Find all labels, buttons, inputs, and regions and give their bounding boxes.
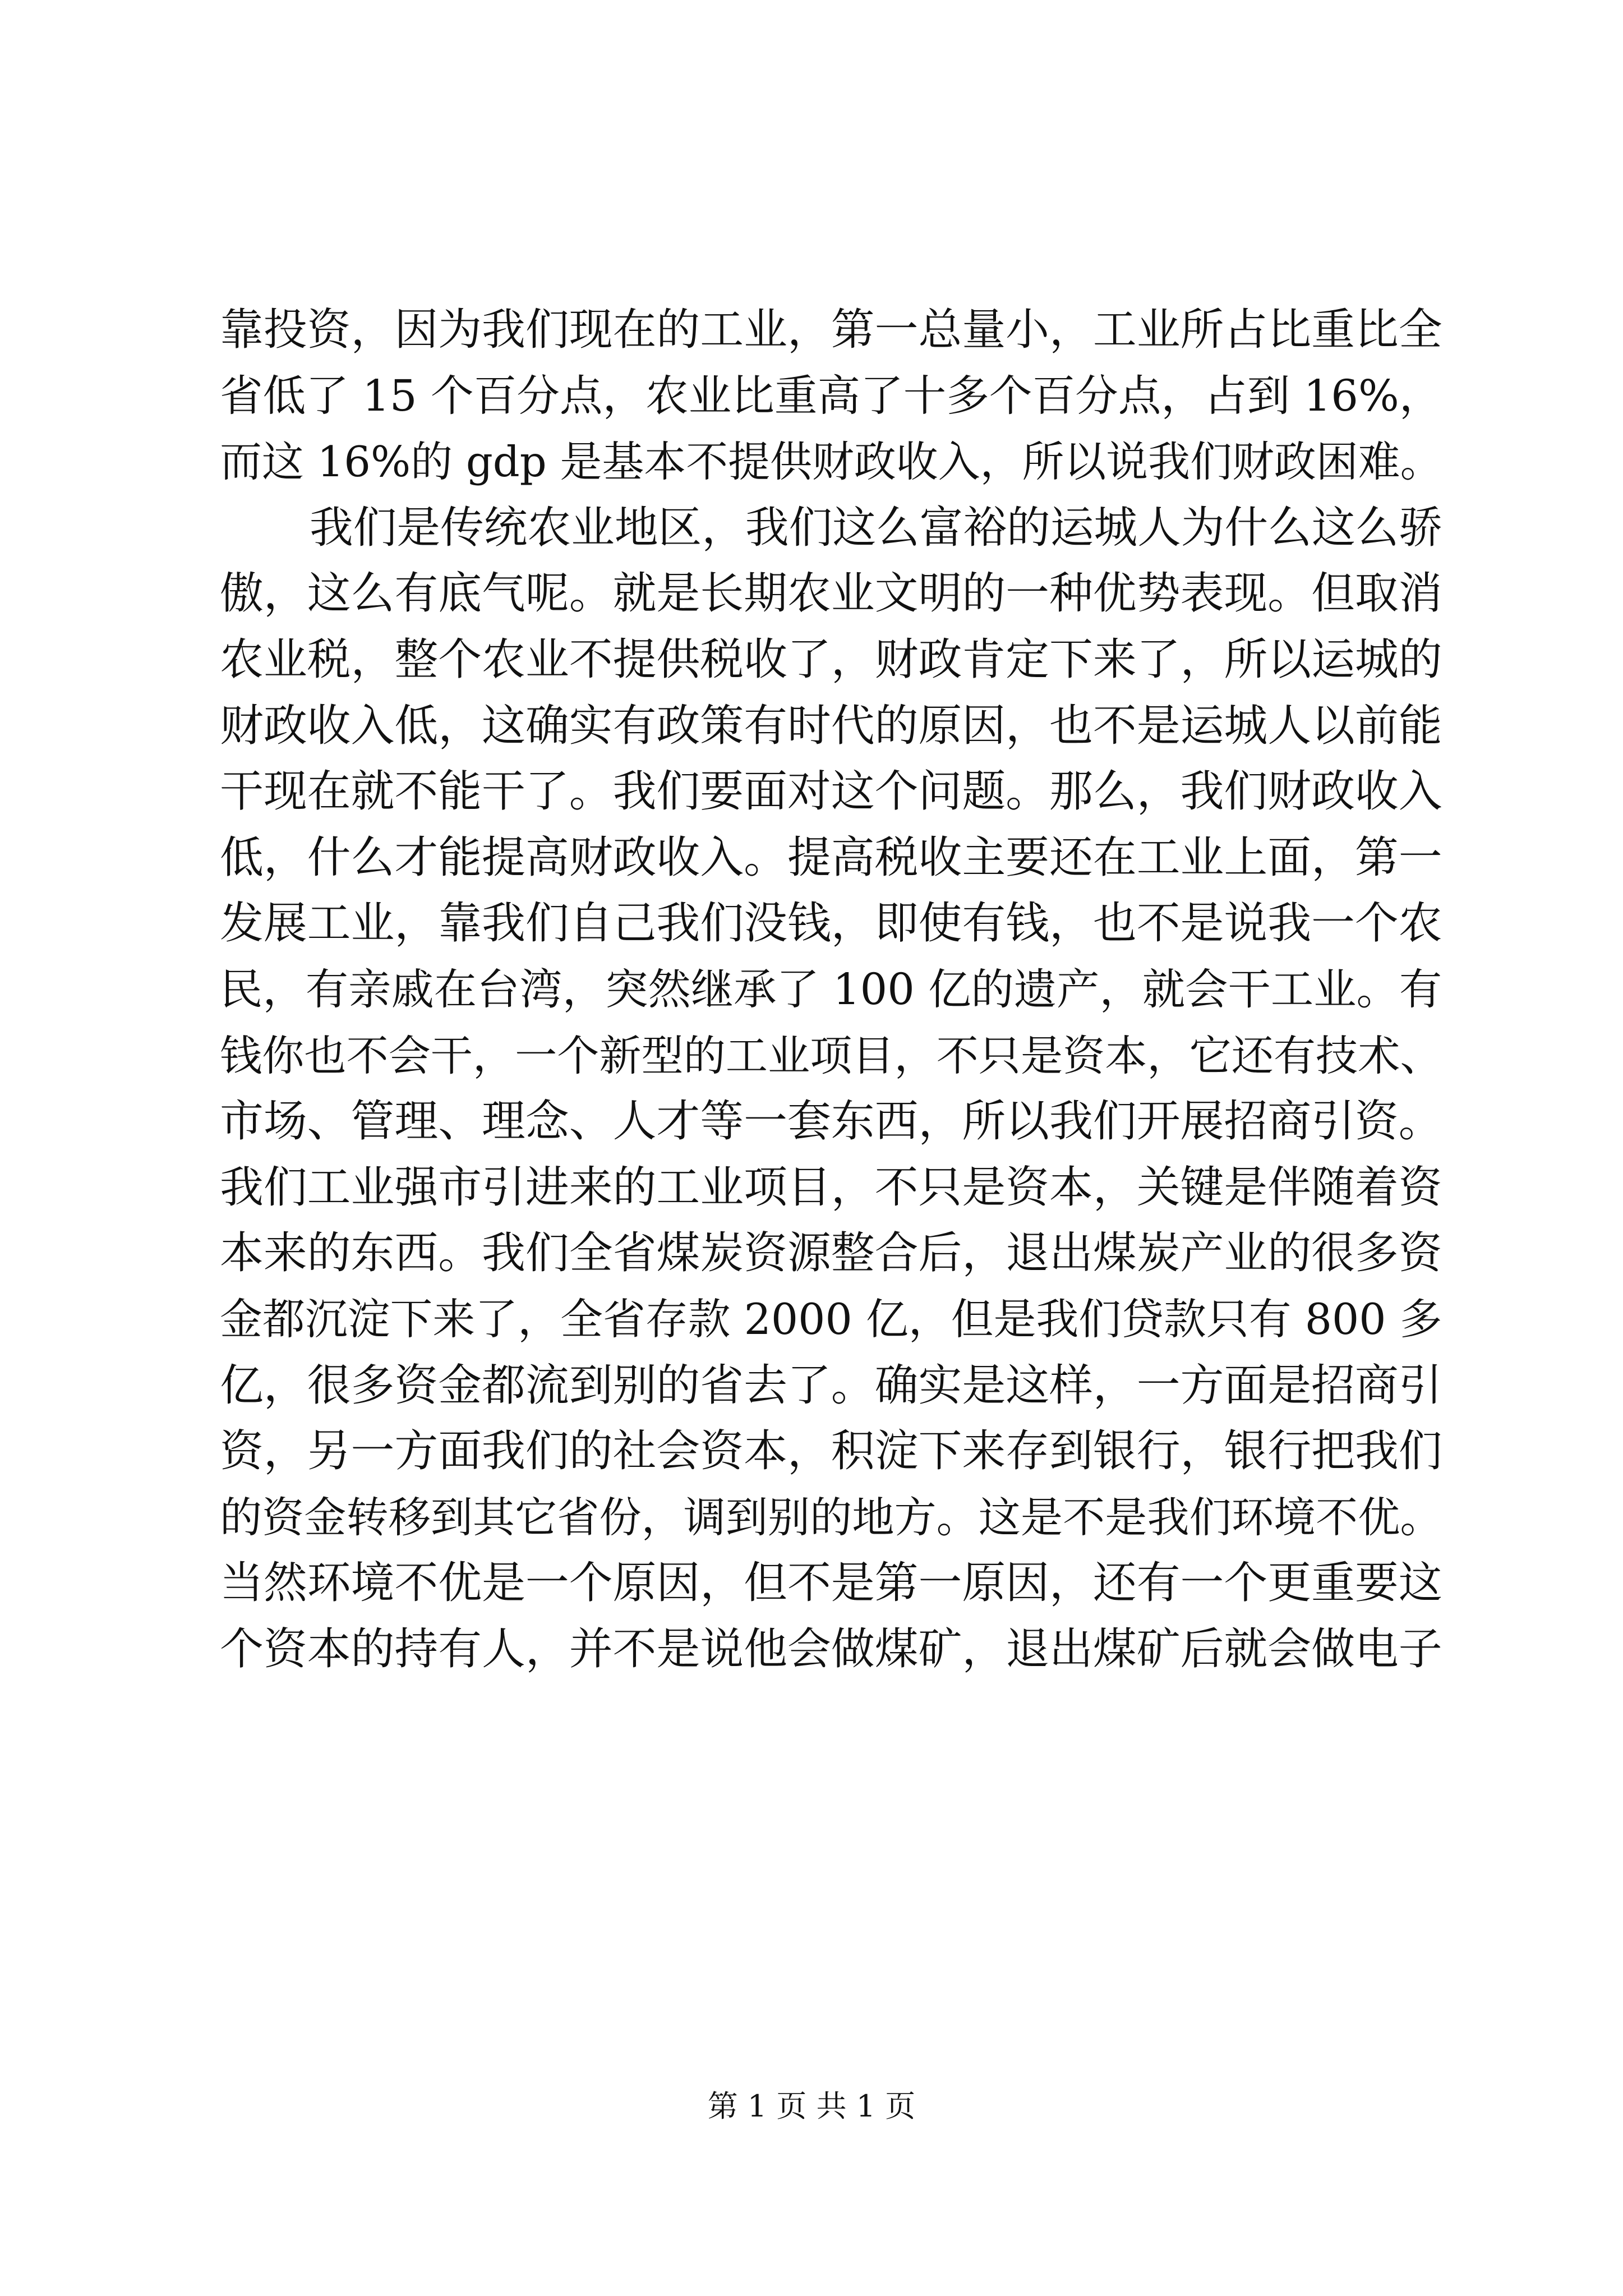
text-line: 资，另一方面我们的社会资本，积淀下来存到银行，银行把我们 [220,1426,1442,1477]
text-line: 财政收入低，这确实有政策有时代的原因，也不是运城人以前能 [220,700,1442,751]
page-footer: 第 1 页 共 1 页 [707,2088,916,2124]
text-line: 当然环境不优是一个原因，但不是第一原因，还有一个更重要这 [220,1558,1442,1609]
text-line: 而这 16%的 gdp 是基本不提供财政收入，所以说我们财政困难。 [220,437,1442,487]
text-line: 的资金转移到其它省份，调到别的地方。这是不是我们环境不优。 [220,1492,1442,1542]
text-line: 傲，这么有底气呢。就是长期农业文明的一种优势表现。但取消 [220,568,1442,619]
text-line: 靠投资，因为我们现在的工业，第一总量小，工业所占比重比全 [220,305,1442,355]
text-line: 钱你也不会干，一个新型的工业项目，不只是资本，它还有技术、 [220,1030,1442,1080]
text-line: 农业税，整个农业不提供税收了，财政肯定下来了，所以运城的 [220,634,1442,685]
text-line: 低，什么才能提高财政收入。提高税收主要还在工业上面，第一 [220,832,1442,883]
text-line: 干现在就不能干了。我们要面对这个问题。那么，我们财政收入 [220,766,1442,817]
text-line: 民，有亲戚在台湾，突然继承了 100 亿的遗产，就会干工业。有 [220,964,1442,1015]
text-line: 我们是传统农业地区，我们这么富裕的运城人为什么这么骄 [310,502,1442,553]
text-line: 省低了 15 个百分点，农业比重高了十多个百分点，占到 16%， [220,371,1442,421]
text-line: 本来的东西。我们全省煤炭资源整合后，退出煤炭产业的很多资 [220,1228,1442,1279]
text-line: 金都沉淀下来了，全省存款 2000 亿，但是我们贷款只有 800 多 [220,1294,1442,1344]
text-line: 市场、管理、理念、人才等一套东西，所以我们开展招商引资。 [220,1096,1442,1147]
text-line: 亿，很多资金都流到别的省去了。确实是这样，一方面是招商引 [220,1360,1442,1411]
text-line: 我们工业强市引进来的工业项目，不只是资本，关键是伴随着资 [220,1162,1442,1213]
text-line: 个资本的持有人，并不是说他会做煤矿，退出煤矿后就会做电子 [220,1623,1442,1674]
document-body [220,297,1442,1682]
text-line: 发展工业，靠我们自己我们没钱，即使有钱，也不是说我一个农 [220,898,1442,949]
